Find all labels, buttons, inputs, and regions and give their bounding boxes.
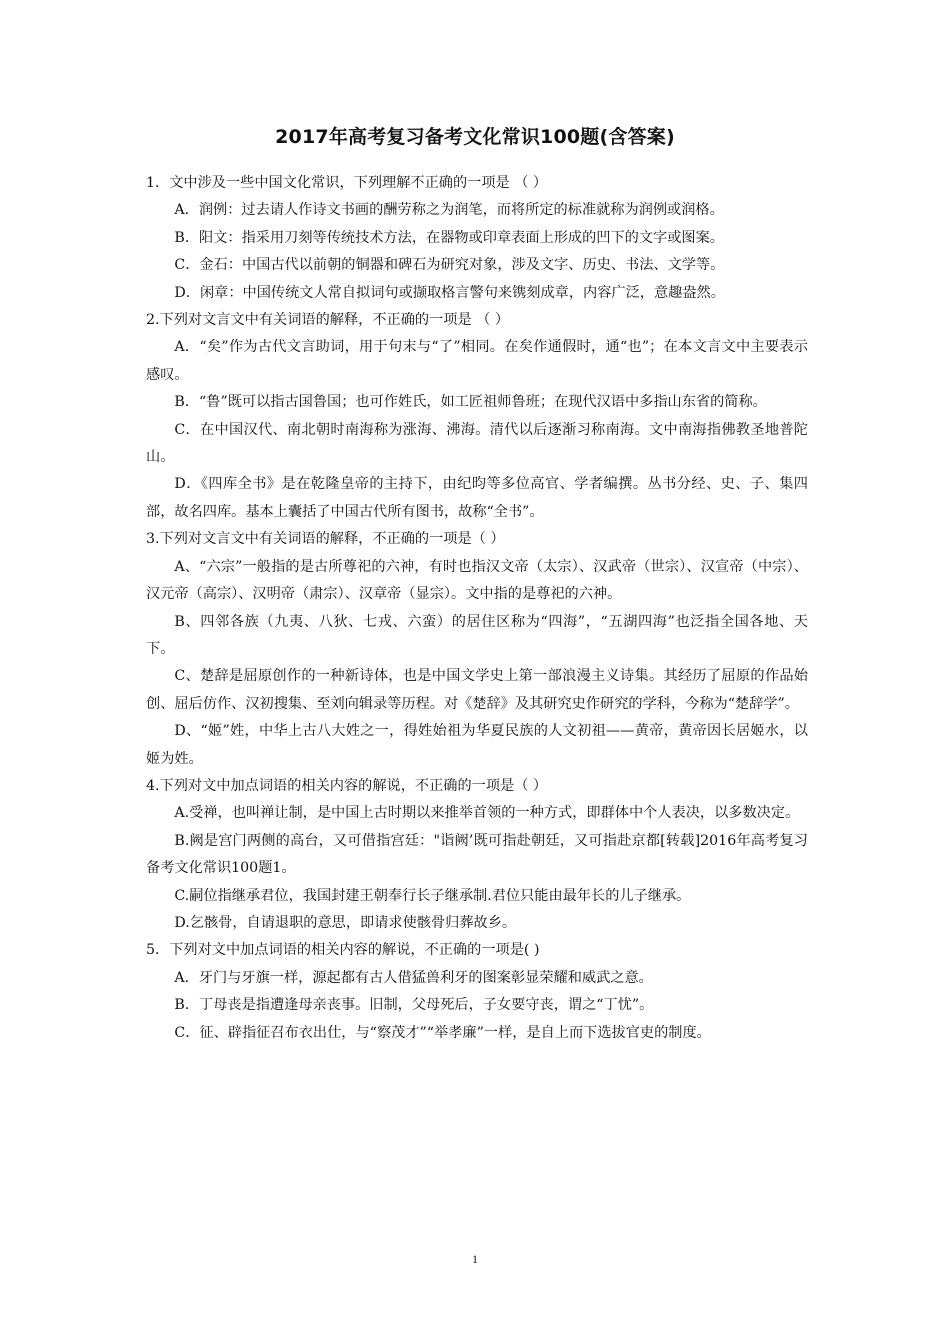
question-2-option-c: C．在中国汉代、南北朝时南海称为涨海、沸海。清代以后逐渐习称南海。文中南海指佛教圣地普陀山。 <box>146 421 808 466</box>
question-2-option-b: B．“鲁”既可以指古国鲁国；也可作姓氏，如工匠祖师鲁班；在现代汉语中多指山东省的简称。 <box>174 394 767 411</box>
question-5-option-a: A．牙门与牙旗一样，源起都有古人借猛兽利牙的图案彰显荣耀和威武之意。 <box>174 969 653 986</box>
question-2-option-d: D．《四库全书》是在乾隆皇帝的主持下，由纪昀等多位高官、学者编撰。丛书分经、史、子、集四部，故名四库。基本上囊括了中国古代所有图书，故称“全书”。 <box>146 476 808 520</box>
question-3-option-c: C、楚辞是屈原创作的一种新诗体，也是中国文学史上第一部浪漫主义诗集。其经历了屈原的作品始创、屈后仿作、汉初搜集、至刘向辑录等历程。对《楚辞》及其研究史作研究的学科，今称为“楚辞学”。 <box>146 668 808 712</box>
question-1-option-c: C．金石：中国古代以前朝的铜器和碑石为研究对象，涉及文字、历史、书法、文学等。 <box>174 257 725 274</box>
question-5-option-b: B．丁母丧是指遭逢母亲丧事。旧制，父母死后，子女要守丧，谓之“丁忧”。 <box>174 997 654 1014</box>
page-number: 1 <box>472 1252 478 1266</box>
question-3-option-a: A、“六宗”一般指的是古所尊祀的六神，有时也指汉文帝（太宗）、汉武帝（世宗）、汉宣帝（中宗）、汉元帝（高宗）、汉明帝（肃宗）、汉章帝（显宗）。文中指的是尊祀的六神。 <box>146 558 808 603</box>
question-3-option-b: B、四邻各族（九夷、八狄、七戎、六蛮）的居住区称为“四海”，“五湖四海”也泛指全国各地、天下。 <box>146 613 808 657</box>
question-stem-1: 1．文中涉及一些中国文化常识，下列理解不正确的一项是 （ ） <box>146 175 548 191</box>
question-1-option-b: B．阳文：指采用刀刻等传统技术方法，在器物或印章表面上形成的凹下的文字或图案。 <box>174 229 724 246</box>
question-stem-3: 3.下列对文言文中有关词语的解释，不正确的一项是（ ） <box>146 531 505 548</box>
question-4-option-d: D.乞骸骨，自请退职的意思，即请求使骸骨归葬故乡。 <box>174 914 517 931</box>
question-1-option-d: D．闲章：中国传统文人常自拟词句或撷取格言警句来镌刻成章，内容广泛，意趣盎然。 <box>174 284 725 301</box>
question-stem-4: 4.下列对文中加点词语的相关内容的解说，不正确的一项是（ ） <box>146 777 548 794</box>
question-4-option-c: C.嗣位指继承君位，我国封建王朝奉行长子继承制.君位只能由最年长的儿子继承。 <box>174 887 691 904</box>
question-5-option-c: C．征、辟指征召布衣出仕，与“察茂才”“举孝廉”一样，是自上而下选拔官吏的制度。 <box>174 1024 711 1041</box>
question-3-option-d: D、“姬”姓，中华上古八大姓之一，得姓始祖为华夏民族的人文初祖——黄帝，黄帝因长居姬水，以姬为姓。 <box>146 723 808 767</box>
question-2-option-a: A．“矣”作为古代文言助词，用于句末与“了”相同。在矣作通假时，通“也”；在本文言文中主要表示感叹。 <box>146 339 808 383</box>
document-body <box>146 170 808 1047</box>
question-stem-5: 5．下列对文中加点词语的相关内容的解说，不正确的一项是( ) <box>146 942 540 959</box>
question-4-option-b: B.阙是宫门两侧的高台，又可借指宫廷："诣阙’既可指赴朝廷，又可指赴京都[转载]2016年高考复习备考文化常识100题1。 <box>146 832 808 877</box>
question-stem-2: 2.下列对文言文中有关词语的解释，不正确的一项是 （ ） <box>146 312 510 329</box>
question-1-option-a: A．润例：过去请人作诗文书画的酬劳称之为润笔，而将所定的标准就称为润例或润格。 <box>174 202 724 219</box>
question-4-option-a: A.受禅，也叫禅让制，是中国上古时期以来推举首领的一种方式，即群体中个人表决，以多数决定。 <box>174 805 800 822</box>
document-title: 2017年高考复习备考文化常识100题(含答案) <box>275 126 675 148</box>
